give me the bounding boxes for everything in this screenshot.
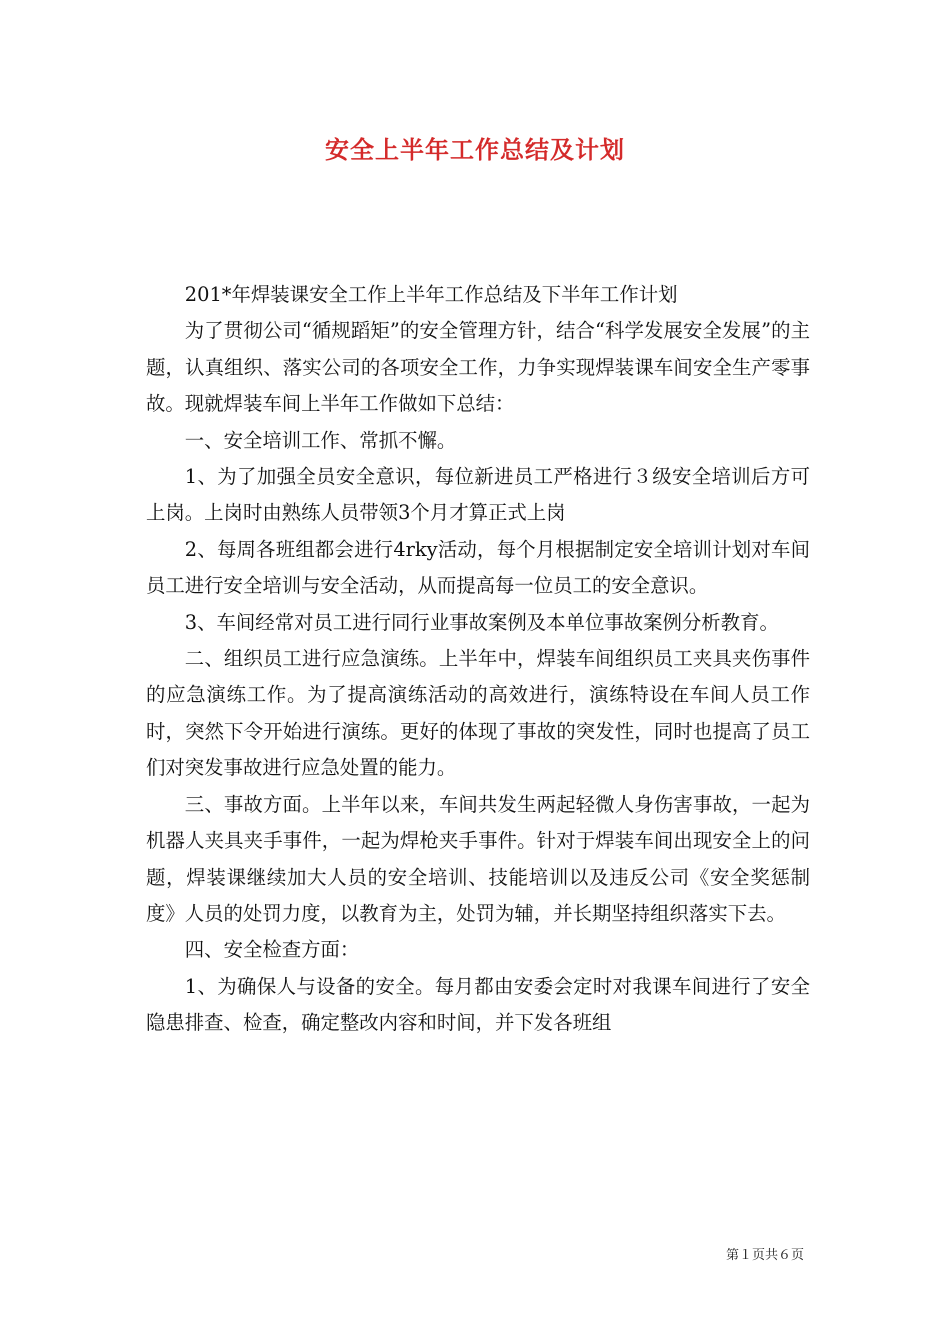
document-title: 安全上半年工作总结及计划 <box>325 135 625 164</box>
paragraph-inspection-1: 1、为确保人与设备的安全。每月都由安委会定时对我课车间进行了安全隐患排查、检查，确定整改内容和时间，并下发各班组 <box>146 974 810 1035</box>
section-heading-training: 一、安全培训工作、常抓不懈。 <box>184 428 457 452</box>
document-body <box>146 277 810 1042</box>
paragraph-emergency-drill: 二、组织员工进行应急演练。上半年中，焊装车间组织员工夹具夹伤事件的应急演练工作。为了提高演练活动的高效进行，演练特设在车间人员工作时，突然下令开始进行演练。更好的体现了事故的突发性，同时也提高了员工们对突发事故进行应急处置的能力。 <box>146 647 810 780</box>
section-heading-inspection: 四、安全检查方面： <box>184 938 360 962</box>
paragraph-accidents: 三、事故方面。上半年以来，车间共发生两起轻微人身伤害事故，一起为机器人夹具夹手事件，一起为焊枪夹手事件。针对于焊装车间出现安全上的问题，焊装课继续加大人员的安全培训、技能培训以及违反公司《安全奖惩制度》人员的处罚力度，以教育为主，处罚为辅，并长期坚持组织落实下去。 <box>146 792 810 925</box>
paragraph-training-3: 3、车间经常对员工进行同行业事故案例及本单位事故案例分析教育。 <box>184 610 779 634</box>
paragraph-intro: 为了贯彻公司“循规蹈矩”的安全管理方针，结合“科学发展安全发展”的主题，认真组织、落实公司的各项安全工作，力争实现焊装课车间安全生产零事故。现就焊装车间上半年工作做如下总结： <box>146 319 810 416</box>
paragraph-subtitle: 201*年焊装课安全工作上半年工作总结及下半年工作计划 <box>184 283 678 306</box>
paragraph-training-1: 1、为了加强全员安全意识，每位新进员工严格进行３级安全培训后方可上岗。上岗时由熟练人员带领3个月才算正式上岗 <box>146 465 810 525</box>
paragraph-training-2: 2、每周各班组都会进行4rky活动，每个月根据制定安全培训计划对车间员工进行安全培训与安全活动，从而提高每一位员工的安全意识。 <box>146 537 810 598</box>
page-number: 第１页共６页 <box>725 1248 804 1263</box>
